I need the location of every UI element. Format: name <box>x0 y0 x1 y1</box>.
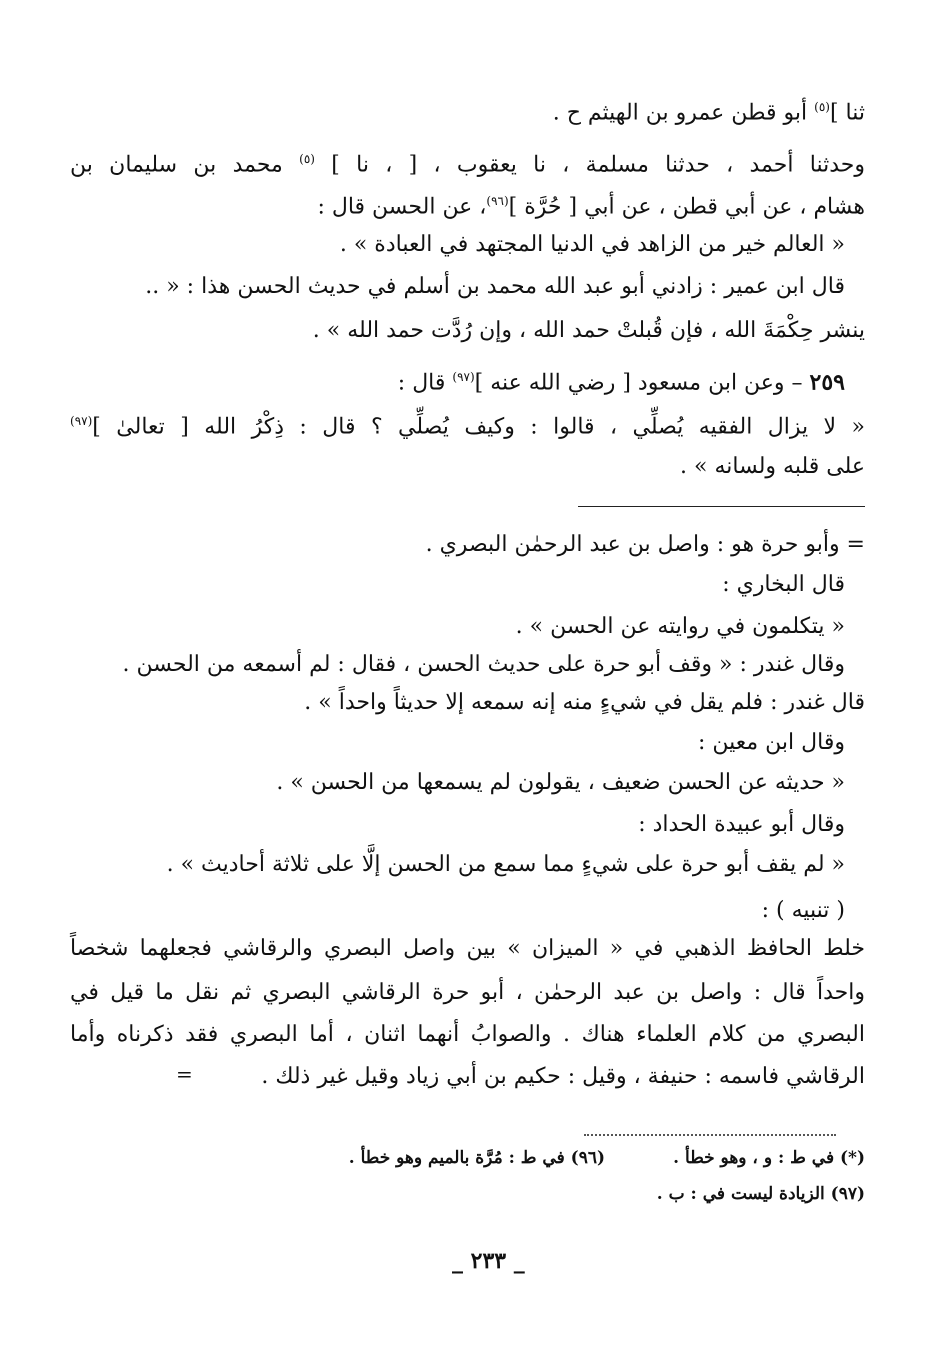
text-line-1 <box>553 92 865 128</box>
text-segment: هشام ، عن أبي قطن ، عن أبي [ حُرَّة ] <box>508 194 865 220</box>
note-line-5: قال غندر : فلم يقل في شيءٍ منه إنه سمعه إلا حديثاً واحداً » . <box>304 690 865 715</box>
separator-rule <box>578 506 865 507</box>
note-line-12: واحداً قال : واصل بن عبد الرحمٰن ، أبو حرة الرقاشي البصري ثم نقل ما قيل في <box>70 980 865 1005</box>
note-line-14: الرقاشي فاسمه : حنيفة ، وقيل : حكيم بن أبي زياد وقيل غير ذلك . <box>261 1064 865 1089</box>
text-line-4: « العالم خير من الزاهد في الدنيا المجتهد في العبادة » . <box>339 232 845 257</box>
hadith-number: ٢٥٩ <box>809 369 845 396</box>
text-segment: « لا يزال الفقيه يُصلِّي ، قالوا : وكيف يُصلِّي ؟ قال : ذِكْرُ الله [ تعالىٰ ] <box>92 414 866 440</box>
note-line-6: وقال ابن معين : <box>698 730 845 755</box>
text-line-6: ينشر حِكْمَةَ الله ، فإن قُبلتْ حمد الله ، وإن رُدَّت حمد الله » . <box>312 318 865 343</box>
text-segment: أبو قطن عمرو بن الهيثم ح . <box>552 100 815 126</box>
footnote-marker: (٩٦) <box>486 194 509 208</box>
text-segment: وحدثنا أحمد ، حدثنا مسلمة ، نا يعقوب ، [ ، نا ] <box>314 152 866 178</box>
note-line-11: خلط الحافظ الذهبي في « الميزان » بين واصل البصري والرقاشي فجعلهما شخصاً <box>70 936 865 961</box>
text-segment: ، عن الحسن قال : <box>317 194 487 220</box>
footnote-marker: (٩٧) <box>452 370 475 384</box>
footnote-marker: (٥) <box>299 152 315 166</box>
text-segment: – وعن ابن مسعود [ رضي الله عنه ] <box>474 370 810 396</box>
hadith-259-line <box>398 362 845 398</box>
text-line-9: على قلبه ولسانه » . <box>680 454 865 479</box>
note-line-7: « حديثه عن الحسن ضعيف ، يقولون لم يسمعها من الحسن » . <box>276 770 845 795</box>
text-line-2 <box>70 144 865 180</box>
footnote-marker: (٥) <box>814 100 830 114</box>
text-line-8 <box>70 406 865 442</box>
note-heading-tanbih: ( تنبيه ) : <box>761 898 845 923</box>
note-line-1: = وأبو حرة هو : واصل بن عبد الرحمٰن البصري . <box>425 532 865 557</box>
note-line-13: البصري من كلام العلماء هناك . والصوابُ أنهما اثنان ، أما البصري فقد ذكرناه وأما <box>70 1022 865 1047</box>
footnote-marker: (٩٧) <box>70 414 93 428</box>
continuation-mark: = <box>176 1062 193 1086</box>
footnote-star: (*) في ط : و ، وهو خطأ . <box>673 1148 865 1168</box>
text-segment: محمد بن سليمان بن <box>70 152 300 178</box>
text-line-5: قال ابن عمير : زادني أبو عبد الله محمد بن أسلم في حديث الحسن هذا : « .. <box>145 274 845 299</box>
page-number: _ ٢٣٣ _ <box>452 1248 525 1274</box>
note-line-2: قال البخاري : <box>722 572 845 597</box>
text-segment: ثنا ] <box>829 100 865 126</box>
note-line-8: وقال أبو عبيدة الحداد : <box>638 812 845 837</box>
footnote-97: (٩٧) الزيادة ليست في : ب . <box>656 1184 865 1204</box>
text-segment: قال : <box>397 370 453 396</box>
note-line-9: « لم يقف أبو حرة على شيءٍ مما سمع من الحسن إلَّا على ثلاثة أحاديث » . <box>166 852 845 877</box>
footnote-96: (٩٦) في ط : مُرَّة بالميم وهو خطأ . <box>348 1148 605 1168</box>
note-line-4: وقال غندر : « وقف أبو حرة على حديث الحسن ، فقال : لم أسمعه من الحسن . <box>122 652 845 677</box>
text-line-3 <box>317 186 865 222</box>
footnote-separator <box>584 1134 836 1136</box>
note-line-3: « يتكلمون في روايته عن الحسن » . <box>515 614 845 639</box>
